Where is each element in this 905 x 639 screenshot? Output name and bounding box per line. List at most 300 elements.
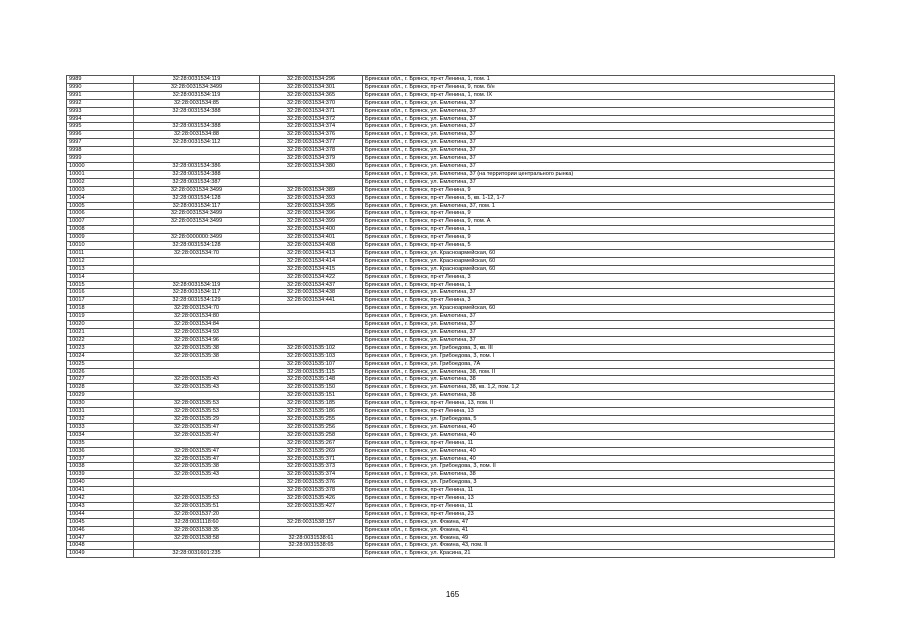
address-cell: Брянская обл., г. Брянск, ул. Грибоедова, 5 <box>363 415 835 423</box>
table-row <box>67 281 835 289</box>
table-row <box>67 336 835 344</box>
parcel-number-cell <box>134 487 260 495</box>
address-cell: Брянская обл., г. Брянск, ул. Емлютина, 37 <box>363 313 835 321</box>
row-number-cell: 10042 <box>67 495 134 503</box>
address-cell: Брянская обл., г. Брянск, ул. Емлютина, 37 <box>363 162 835 170</box>
table-row <box>67 415 835 423</box>
object-number-cell: 32:28:0031535:371 <box>260 455 363 463</box>
object-number-cell: 32:28:0031535:148 <box>260 376 363 384</box>
parcel-number-cell: 32:28:0031534:128 <box>134 194 260 202</box>
parcel-number-cell: 32:28:0031534:96 <box>134 336 260 344</box>
address-cell: Брянская обл., г. Брянск, пр-кт Ленина, 11 <box>363 487 835 495</box>
address-cell: Брянская обл., г. Брянск, пр-кт Ленина, 5 <box>363 242 835 250</box>
object-number-cell: 32:28:0031534:379 <box>260 155 363 163</box>
parcel-number-cell: 32:28:0031535:47 <box>134 447 260 455</box>
parcel-number-cell: 32:28:0031535:47 <box>134 455 260 463</box>
address-cell: Брянская обл., г. Брянск, пр-кт Ленина, 1, пом. 1 <box>363 76 835 84</box>
object-number-cell: 32:28:0031534:377 <box>260 139 363 147</box>
row-number-cell: 10049 <box>67 550 134 558</box>
address-cell: Брянская обл., г. Брянск, пр-кт Ленина, 1 <box>363 281 835 289</box>
address-cell: Брянская обл., г. Брянск, пр-кт Ленина, 9 <box>363 210 835 218</box>
table-row <box>67 305 835 313</box>
parcel-number-cell: 32:28:0031534:117 <box>134 289 260 297</box>
object-number-cell: 32:28:0031535:186 <box>260 408 363 416</box>
address-cell: Брянская обл., г. Брянск, ул. Емлютина, 37 <box>363 147 835 155</box>
table-row <box>67 234 835 242</box>
table-row <box>67 423 835 431</box>
address-cell: Брянская обл., г. Брянск, ул. Емлютина, 40 <box>363 431 835 439</box>
table-row <box>67 76 835 84</box>
object-number-cell <box>260 526 363 534</box>
parcel-number-cell <box>134 439 260 447</box>
object-number-cell <box>260 550 363 558</box>
object-number-cell <box>260 170 363 178</box>
row-number-cell: 9990 <box>67 83 134 91</box>
object-number-cell: 32:28:0031534:296 <box>260 76 363 84</box>
row-number-cell: 10010 <box>67 242 134 250</box>
address-cell: Брянская обл., г. Брянск, ул. Красноармейская, 60 <box>363 257 835 265</box>
row-number-cell: 10012 <box>67 257 134 265</box>
object-number-cell: 32:28:0031538:61 <box>260 534 363 542</box>
parcel-number-cell: 32:28:0031537:20 <box>134 510 260 518</box>
address-cell: Брянская обл., г. Брянск, ул. Емлютина, 40 <box>363 455 835 463</box>
table-row <box>67 265 835 273</box>
row-number-cell: 9996 <box>67 131 134 139</box>
row-number-cell: 10002 <box>67 178 134 186</box>
parcel-number-cell: 32:28:0000000:3499 <box>134 234 260 242</box>
parcel-number-cell: 32:28:0031534:3499 <box>134 83 260 91</box>
address-cell: Брянская обл., г. Брянск, ул. Емлютина, 38 <box>363 392 835 400</box>
row-number-cell: 9994 <box>67 115 134 123</box>
parcel-number-cell: 32:28:0031535:38 <box>134 463 260 471</box>
table-row <box>67 550 835 558</box>
parcel-number-cell <box>134 226 260 234</box>
table-row <box>67 107 835 115</box>
row-number-cell: 10006 <box>67 210 134 218</box>
row-number-cell: 10030 <box>67 400 134 408</box>
row-number-cell: 10005 <box>67 202 134 210</box>
parcel-number-cell: 32:28:0031534:387 <box>134 178 260 186</box>
table-row <box>67 344 835 352</box>
address-cell: Брянская обл., г. Брянск, пр-кт Ленина, 9, пом. б/н <box>363 83 835 91</box>
row-number-cell: 10016 <box>67 289 134 297</box>
row-number-cell: 10038 <box>67 463 134 471</box>
address-cell: Брянская обл., г. Брянск, пр-кт Ленина, 9 <box>363 234 835 242</box>
parcel-number-cell: 32:28:0031534:388 <box>134 107 260 115</box>
row-number-cell: 10003 <box>67 186 134 194</box>
parcel-number-cell: 32:28:0031534:70 <box>134 249 260 257</box>
row-number-cell: 9998 <box>67 147 134 155</box>
table-body <box>67 76 835 558</box>
parcel-number-cell: 32:28:0031534:119 <box>134 281 260 289</box>
row-number-cell: 10037 <box>67 455 134 463</box>
page-number: 165 <box>445 590 460 599</box>
row-number-cell: 10022 <box>67 336 134 344</box>
parcel-number-cell: 32:28:0031535:38 <box>134 352 260 360</box>
parcel-number-cell: 32:28:0031535:43 <box>134 384 260 392</box>
parcel-number-cell: 32:28:0031535:29 <box>134 415 260 423</box>
table-row <box>67 273 835 281</box>
row-number-cell: 10018 <box>67 305 134 313</box>
table-row <box>67 408 835 416</box>
row-number-cell: 10026 <box>67 368 134 376</box>
table-row <box>67 83 835 91</box>
parcel-number-cell: 32:28:0031535:43 <box>134 376 260 384</box>
object-number-cell: 32:28:0031535:115 <box>260 368 363 376</box>
object-number-cell: 32:28:0031535:258 <box>260 431 363 439</box>
parcel-number-cell: 32:28:0031535:47 <box>134 423 260 431</box>
parcel-number-cell: 32:28:0031534:93 <box>134 329 260 337</box>
table-row <box>67 400 835 408</box>
parcel-number-cell: 32:28:0031535:53 <box>134 408 260 416</box>
object-number-cell <box>260 336 363 344</box>
address-cell: Брянская обл., г. Брянск, пр-кт Ленина, 13, пом. II <box>363 400 835 408</box>
row-number-cell: 10023 <box>67 344 134 352</box>
table-row <box>67 487 835 495</box>
row-number-cell: 10011 <box>67 249 134 257</box>
row-number-cell: 10027 <box>67 376 134 384</box>
table-row <box>67 542 835 550</box>
object-number-cell: 32:28:0031535:426 <box>260 495 363 503</box>
row-number-cell: 10032 <box>67 415 134 423</box>
object-number-cell: 32:28:0031534:371 <box>260 107 363 115</box>
address-cell: Брянская обл., г. Брянск, ул. Емлютина, 38 <box>363 376 835 384</box>
object-number-cell: 32:28:0031535:376 <box>260 479 363 487</box>
object-number-cell: 32:28:0031534:408 <box>260 242 363 250</box>
object-number-cell: 32:28:0031535:150 <box>260 384 363 392</box>
parcel-number-cell: 32:28:0031534:119 <box>134 76 260 84</box>
address-cell: Брянская обл., г. Брянск, ул. Емлютина, 40 <box>363 423 835 431</box>
object-number-cell <box>260 305 363 313</box>
row-number-cell: 10019 <box>67 313 134 321</box>
address-cell: Брянская обл., г. Брянск, пр-кт Ленина, 11 <box>363 502 835 510</box>
table-row <box>67 123 835 131</box>
object-number-cell: 32:28:0031534:301 <box>260 83 363 91</box>
object-number-cell <box>260 510 363 518</box>
address-cell: Брянская обл., г. Брянск, ул. Грибоедова, 3, пом. II <box>363 463 835 471</box>
row-number-cell: 9999 <box>67 155 134 163</box>
parcel-number-cell: 32:28:0031534:80 <box>134 313 260 321</box>
object-number-cell: 32:28:0031534:413 <box>260 249 363 257</box>
address-cell: Брянская обл., г. Брянск, ул. Грибоедова, 3, пом. I <box>363 352 835 360</box>
address-cell: Брянская обл., г. Брянск, ул. Емлютина, 37 <box>363 107 835 115</box>
table-row <box>67 194 835 202</box>
row-number-cell: 10040 <box>67 479 134 487</box>
table-row <box>67 360 835 368</box>
parcel-number-cell: 32:28:0031534:3499 <box>134 186 260 194</box>
row-number-cell: 10039 <box>67 471 134 479</box>
table-row <box>67 518 835 526</box>
address-cell: Брянская обл., г. Брянск, ул. Емлютина, 38, кв. 1,2, пом. 1,2 <box>363 384 835 392</box>
address-cell: Брянская обл., г. Брянск, ул. Емлютина, 37 <box>363 336 835 344</box>
address-cell: Брянская обл., г. Брянск, пр-кт Ленина, 1, пом. IX <box>363 91 835 99</box>
row-number-cell: 10046 <box>67 526 134 534</box>
object-number-cell: 32:28:0031534:437 <box>260 281 363 289</box>
address-cell: Брянская обл., г. Брянск, ул. Емлютина, 37, пом. 1 <box>363 202 835 210</box>
object-number-cell: 32:28:0031535:269 <box>260 447 363 455</box>
object-number-cell: 32:28:0031535:103 <box>260 352 363 360</box>
table-row <box>67 139 835 147</box>
parcel-number-cell <box>134 542 260 550</box>
address-cell: Брянская обл., г. Брянск, ул. Фокина, 41 <box>363 526 835 534</box>
object-number-cell: 32:28:0031535:427 <box>260 502 363 510</box>
parcel-number-cell: 32:28:0031534:112 <box>134 139 260 147</box>
object-number-cell: 32:28:0031534:396 <box>260 210 363 218</box>
row-number-cell: 10008 <box>67 226 134 234</box>
row-number-cell: 10017 <box>67 297 134 305</box>
table-row <box>67 447 835 455</box>
parcel-number-cell: 32:28:0031534:3499 <box>134 218 260 226</box>
row-number-cell: 10024 <box>67 352 134 360</box>
registry-table <box>66 75 835 558</box>
parcel-number-cell: 32:28:0031534:388 <box>134 170 260 178</box>
object-number-cell <box>260 178 363 186</box>
table-row <box>67 376 835 384</box>
row-number-cell: 9997 <box>67 139 134 147</box>
address-cell: Брянская обл., г. Брянск, пр-кт Ленина, 23 <box>363 510 835 518</box>
object-number-cell: 32:28:0031535:378 <box>260 487 363 495</box>
table-row <box>67 99 835 107</box>
object-number-cell: 32:28:0031534:393 <box>260 194 363 202</box>
address-cell: Брянская обл., г. Брянск, пр-кт Ленина, 3 <box>363 297 835 305</box>
table-row <box>67 455 835 463</box>
parcel-number-cell <box>134 115 260 123</box>
row-number-cell: 10045 <box>67 518 134 526</box>
object-number-cell <box>260 313 363 321</box>
table-row <box>67 439 835 447</box>
object-number-cell: 32:28:0031534:441 <box>260 297 363 305</box>
object-number-cell <box>260 329 363 337</box>
row-number-cell: 10031 <box>67 408 134 416</box>
table-row <box>67 242 835 250</box>
row-number-cell: 10014 <box>67 273 134 281</box>
row-number-cell: 10034 <box>67 431 134 439</box>
table-row <box>67 297 835 305</box>
table-row <box>67 202 835 210</box>
row-number-cell: 10025 <box>67 360 134 368</box>
object-number-cell: 32:28:0031534:372 <box>260 115 363 123</box>
row-number-cell: 9989 <box>67 76 134 84</box>
parcel-number-cell: 32:28:0031535:43 <box>134 471 260 479</box>
row-number-cell: 9993 <box>67 107 134 115</box>
object-number-cell: 32:28:0031535:107 <box>260 360 363 368</box>
parcel-number-cell <box>134 147 260 155</box>
row-number-cell: 10020 <box>67 321 134 329</box>
object-number-cell: 32:28:0031534:415 <box>260 265 363 273</box>
row-number-cell: 9995 <box>67 123 134 131</box>
row-number-cell: 10029 <box>67 392 134 400</box>
table-row <box>67 526 835 534</box>
address-cell: Брянская обл., г. Брянск, ул. Емлютина, 37 <box>363 155 835 163</box>
parcel-number-cell: 32:28:0031534:88 <box>134 131 260 139</box>
parcel-number-cell: 32:28:0031535:38 <box>134 344 260 352</box>
parcel-number-cell: 32:28:0031535:53 <box>134 495 260 503</box>
address-cell: Брянская обл., г. Брянск, пр-кт Ленина, 1 <box>363 226 835 234</box>
object-number-cell: 32:28:0031534:414 <box>260 257 363 265</box>
object-number-cell: 32:28:0031535:267 <box>260 439 363 447</box>
parcel-number-cell <box>134 155 260 163</box>
table-row <box>67 471 835 479</box>
parcel-number-cell: 32:28:0031534:3499 <box>134 210 260 218</box>
address-cell: Брянская обл., г. Брянск, ул. Красноармейская, 60 <box>363 249 835 257</box>
table-row <box>67 91 835 99</box>
object-number-cell: 32:28:0031534:365 <box>260 91 363 99</box>
address-cell: Брянская обл., г. Брянск, ул. Фокина, 49 <box>363 534 835 542</box>
parcel-number-cell: 32:28:0031534:128 <box>134 242 260 250</box>
table-row <box>67 257 835 265</box>
row-number-cell: 10047 <box>67 534 134 542</box>
object-number-cell: 32:28:0031534:374 <box>260 123 363 131</box>
table-row <box>67 313 835 321</box>
table-row <box>67 329 835 337</box>
table-row <box>67 162 835 170</box>
object-number-cell: 32:28:0031535:185 <box>260 400 363 408</box>
table-row <box>67 392 835 400</box>
parcel-number-cell: 32:28:0031534:85 <box>134 99 260 107</box>
parcel-number-cell: 32:28:0031118:60 <box>134 518 260 526</box>
row-number-cell: 10036 <box>67 447 134 455</box>
object-number-cell: 32:28:0031538:157 <box>260 518 363 526</box>
address-cell: Брянская обл., г. Брянск, ул. Грибоедова, 3 <box>363 479 835 487</box>
table-row <box>67 510 835 518</box>
table-row <box>67 186 835 194</box>
address-cell: Брянская обл., г. Брянск, ул. Красноармейская, 60 <box>363 305 835 313</box>
address-cell: Брянская обл., г. Брянск, ул. Красноармейская, 60 <box>363 265 835 273</box>
table-row <box>67 534 835 542</box>
table-row <box>67 289 835 297</box>
object-number-cell: 32:28:0031534:438 <box>260 289 363 297</box>
address-cell: Брянская обл., г. Брянск, ул. Фокина, 47 <box>363 518 835 526</box>
address-cell: Брянская обл., г. Брянск, пр-кт Ленина, 5, кв. 1-12, 1-7 <box>363 194 835 202</box>
parcel-number-cell <box>134 273 260 281</box>
row-number-cell: 10013 <box>67 265 134 273</box>
object-number-cell: 32:28:0031535:374 <box>260 471 363 479</box>
object-number-cell: 32:28:0031534:422 <box>260 273 363 281</box>
parcel-number-cell: 32:28:0031538:35 <box>134 526 260 534</box>
object-number-cell: 32:28:0031534:399 <box>260 218 363 226</box>
table-row <box>67 115 835 123</box>
address-cell: Брянская обл., г. Брянск, ул. Емлютина, 37 <box>363 289 835 297</box>
object-number-cell: 32:28:0031534:400 <box>260 226 363 234</box>
row-number-cell: 10033 <box>67 423 134 431</box>
address-cell: Брянская обл., г. Брянск, ул. Фокина, 43, пом. II <box>363 542 835 550</box>
parcel-number-cell <box>134 479 260 487</box>
parcel-number-cell: 32:28:0031535:51 <box>134 502 260 510</box>
parcel-number-cell: 32:28:0031538:58 <box>134 534 260 542</box>
table-row <box>67 352 835 360</box>
object-number-cell: 32:28:0031534:389 <box>260 186 363 194</box>
object-number-cell: 32:28:0031534:395 <box>260 202 363 210</box>
row-number-cell: 10028 <box>67 384 134 392</box>
address-cell: Брянская обл., г. Брянск, ул. Емлютина, 37 <box>363 115 835 123</box>
parcel-number-cell: 32:28:0031534:119 <box>134 91 260 99</box>
object-number-cell: 32:28:0031534:370 <box>260 99 363 107</box>
table-row <box>67 463 835 471</box>
parcel-number-cell: 32:28:0031534:117 <box>134 202 260 210</box>
row-number-cell: 9991 <box>67 91 134 99</box>
row-number-cell: 10009 <box>67 234 134 242</box>
table-row <box>67 147 835 155</box>
object-number-cell: 32:28:0031534:401 <box>260 234 363 242</box>
table-row <box>67 218 835 226</box>
row-number-cell: 10044 <box>67 510 134 518</box>
address-cell: Брянская обл., г. Брянск, пр-кт Ленина, 13 <box>363 495 835 503</box>
address-cell: Брянская обл., г. Брянск, ул. Емлютина, 38 <box>363 471 835 479</box>
address-cell: Брянская обл., г. Брянск, пр-кт Ленина, 13 <box>363 408 835 416</box>
address-cell: Брянская обл., г. Брянск, пр-кт Ленина, 3 <box>363 273 835 281</box>
table-row <box>67 384 835 392</box>
table-row <box>67 131 835 139</box>
parcel-number-cell <box>134 265 260 273</box>
table-row <box>67 226 835 234</box>
address-cell: Брянская обл., г. Брянск, пр-кт Ленина, 9 <box>363 186 835 194</box>
object-number-cell: 32:28:0031534:380 <box>260 162 363 170</box>
address-cell: Брянская обл., г. Брянск, ул. Емлютина, 40 <box>363 447 835 455</box>
table-row <box>67 479 835 487</box>
parcel-number-cell: 32:28:0031534:388 <box>134 123 260 131</box>
address-cell: Брянская обл., г. Брянск, ул. Емлютина, 37 <box>363 329 835 337</box>
parcel-number-cell: 32:28:0031535:47 <box>134 431 260 439</box>
parcel-number-cell <box>134 392 260 400</box>
address-cell: Брянская обл., г. Брянск, ул. Емлютина, 37 <box>363 99 835 107</box>
table-row <box>67 155 835 163</box>
parcel-number-cell: 32:28:0031601:235 <box>134 550 260 558</box>
table-row <box>67 249 835 257</box>
table-row <box>67 210 835 218</box>
address-cell: Брянская обл., г. Брянск, ул. Грибоедова, 7А <box>363 360 835 368</box>
row-number-cell: 10007 <box>67 218 134 226</box>
object-number-cell <box>260 321 363 329</box>
object-number-cell: 32:28:0031535:255 <box>260 415 363 423</box>
parcel-number-cell: 32:28:0031534:129 <box>134 297 260 305</box>
parcel-number-cell: 32:28:0031534:386 <box>134 162 260 170</box>
address-cell: Брянская обл., г. Брянск, ул. Емлютина, 37 <box>363 123 835 131</box>
parcel-number-cell <box>134 360 260 368</box>
row-number-cell: 10041 <box>67 487 134 495</box>
row-number-cell: 10000 <box>67 162 134 170</box>
row-number-cell: 10004 <box>67 194 134 202</box>
row-number-cell: 10021 <box>67 329 134 337</box>
address-cell: Брянская обл., г. Брянск, пр-кт Ленина, 9, пом. А <box>363 218 835 226</box>
row-number-cell: 10035 <box>67 439 134 447</box>
address-cell: Брянская обл., г. Брянск, ул. Емлютина, 37 (на территории центрального рынка) <box>363 170 835 178</box>
object-number-cell: 32:28:0031538:65 <box>260 542 363 550</box>
document-table-container <box>66 75 835 558</box>
address-cell: Брянская обл., г. Брянск, ул. Емлютина, 37 <box>363 139 835 147</box>
address-cell: Брянская обл., г. Брянск, ул. Красина, 21 <box>363 550 835 558</box>
address-cell: Брянская обл., г. Брянск, ул. Емлютина, 37 <box>363 131 835 139</box>
object-number-cell: 32:28:0031535:102 <box>260 344 363 352</box>
table-row <box>67 170 835 178</box>
object-number-cell: 32:28:0031534:378 <box>260 147 363 155</box>
table-row <box>67 502 835 510</box>
parcel-number-cell <box>134 257 260 265</box>
object-number-cell: 32:28:0031534:376 <box>260 131 363 139</box>
object-number-cell: 32:28:0031535:373 <box>260 463 363 471</box>
row-number-cell: 10015 <box>67 281 134 289</box>
row-number-cell: 9992 <box>67 99 134 107</box>
address-cell: Брянская обл., г. Брянск, пр-кт Ленина, 11 <box>363 439 835 447</box>
parcel-number-cell: 32:28:0031535:53 <box>134 400 260 408</box>
parcel-number-cell <box>134 368 260 376</box>
table-row <box>67 495 835 503</box>
address-cell: Брянская обл., г. Брянск, ул. Грибоедова, 3, кв. III <box>363 344 835 352</box>
row-number-cell: 10043 <box>67 502 134 510</box>
row-number-cell: 10048 <box>67 542 134 550</box>
table-row <box>67 368 835 376</box>
table-row <box>67 178 835 186</box>
parcel-number-cell: 32:28:0031534:84 <box>134 321 260 329</box>
